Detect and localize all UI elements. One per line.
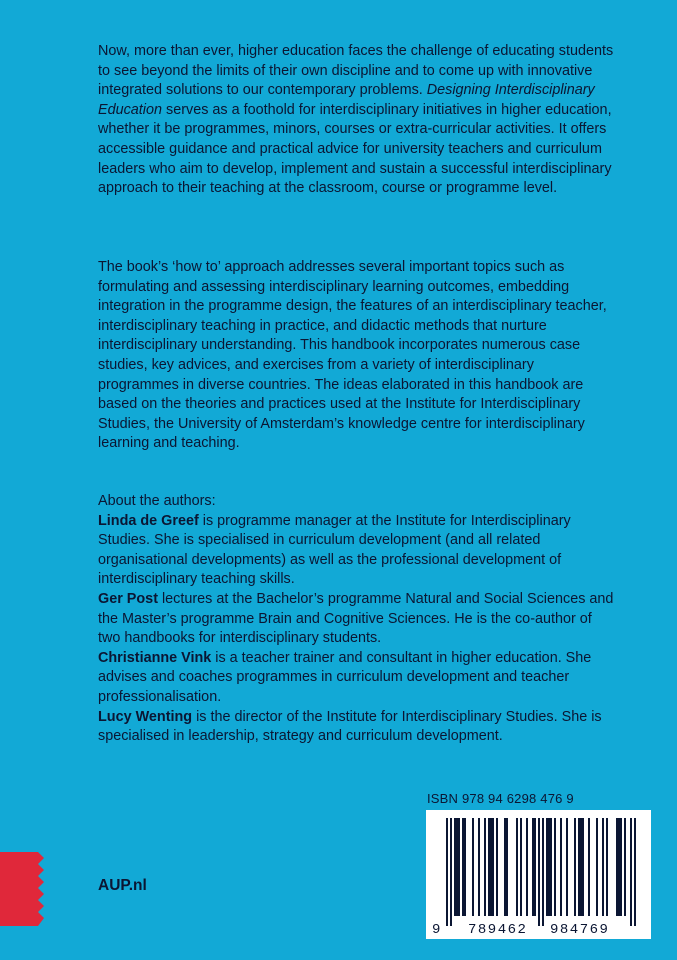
barcode-left-digits: 789462 [468,922,528,938]
author-entry-christianne [98,649,618,708]
barcode-bar [546,818,548,916]
barcode-bar [618,818,620,916]
about-authors-section [98,492,618,747]
author-name: Ger Post [98,590,158,607]
barcode-bar [464,818,466,916]
barcode-bar [496,818,498,916]
barcode-bar [624,818,626,916]
author-entry-linda [98,512,618,590]
author-name: Christianne Vink [98,649,212,666]
isbn-barcode [426,791,651,939]
barcode-bar [526,818,528,916]
barcode-bar [458,818,460,916]
barcode-bar [606,818,608,916]
barcode-bar [602,818,604,916]
paragraph-1-intro: Now, more than ever, higher education faces the challenge of educating students to see beyond the limits of their own discipline and to come up with innovative integrated solutions to our contemporary problems. [98,43,614,99]
author-name: Lucy Wenting [98,708,193,725]
barcode-bar [506,818,508,916]
barcode-bar [596,818,598,916]
barcode-bar [588,818,590,916]
author-entry-ger [98,590,618,649]
barcode-right-digits: 984769 [550,922,610,938]
barcode-bar [580,818,582,916]
barcode-bar [450,818,452,926]
publisher-logo-tab [0,852,46,926]
author-name: Linda de Greef [98,512,199,529]
barcode-bar [462,818,464,916]
barcode-bar [582,818,584,916]
barcode-bar [454,818,456,916]
barcode-bar [560,818,562,916]
author-bio: is programme manager at the Institute for Interdisciplinary Studies. She is specialised in curriculum development (and all related organisational developments) as well as the professional development of interdisciplinary teaching skills. [98,512,571,588]
book-title: Designing Interdisciplinary Education [98,82,595,118]
barcode-bar [478,818,480,916]
barcode-bar [574,818,576,916]
barcode-lead-digit: 9 [432,922,441,938]
publisher-website: AUP.nl [98,877,147,894]
barcode-bar [472,818,474,916]
barcode-bar [538,818,540,926]
barcode-bar [554,818,556,916]
barcode-bar [446,818,448,926]
author-bio: lectures at the Bachelor’s programme Natural and Social Sciences and the Master’s programme Brain and Cognitive Sciences. He is the co-author of two handbooks for interdisciplinary students. [98,590,614,647]
paragraph-1-rest: serves as a foothold for interdisciplinary initiatives in higher education, whether it be programmes, minors, courses or extra-curricular activities. It offers accessible guidance and practical advice for university teachers and curriculum leaders who aim to develop, implement and sustain a successful interdisciplinary approach to their teaching at the classroom, course or programme level. [98,101,612,197]
barcode-bar [488,818,490,916]
barcode-bar [534,818,536,916]
description-paragraph-2 [98,258,618,454]
barcode-bar [492,818,494,916]
barcode-bar [578,818,580,916]
barcode-bar [484,818,486,916]
paragraph-2-text: The book’s ‘how to’ approach addresses several important topics such as formulating and assessing interdisciplinary learning outcomes, embedding integration in the programme design, the features of an interdisciplinary teacher, interdisciplinary teaching in practice, and didactic methods that nurture interdisciplinary understanding. This handbook incorporates numerous case studies, key advices, and exercises from a variety of interdisciplinary programmes in diverse countries. The ideas elaborated in this handbook are based on the theories and practices used at the Institute for Interdisciplinary Studies, the University of Amsterdam’s knowledge centre for interdisciplinary learning and teaching. [98,259,607,452]
barcode-bar [542,818,544,926]
isbn-label: ISBN 978 94 6298 476 9 [427,791,574,806]
barcode-bar [566,818,568,916]
author-bio: is the director of the Institute for Interdisciplinary Studies. She is specialised in leadership, strategy and curriculum development. [98,708,602,745]
barcode-bar [634,818,636,926]
barcode-bar [630,818,632,926]
description-paragraph-1 [98,42,618,199]
barcode-bar [548,818,550,916]
barcode-bar [520,818,522,916]
barcode-bar [620,818,622,916]
barcode-bar [456,818,458,916]
authors-heading: About the authors: [98,493,216,509]
barcode-image [426,810,651,939]
barcode-box [426,810,651,939]
barcode-bar [490,818,492,916]
barcode-bar [532,818,534,916]
barcode-bar [504,818,506,916]
barcode-bar [616,818,618,916]
barcode-bar [516,818,518,916]
author-entry-lucy [98,708,618,747]
author-bio: is a teacher trainer and consultant in higher education. She advises and coaches programmes in curriculum development and teacher professionalisation. [98,649,592,705]
barcode-bar [550,818,552,916]
